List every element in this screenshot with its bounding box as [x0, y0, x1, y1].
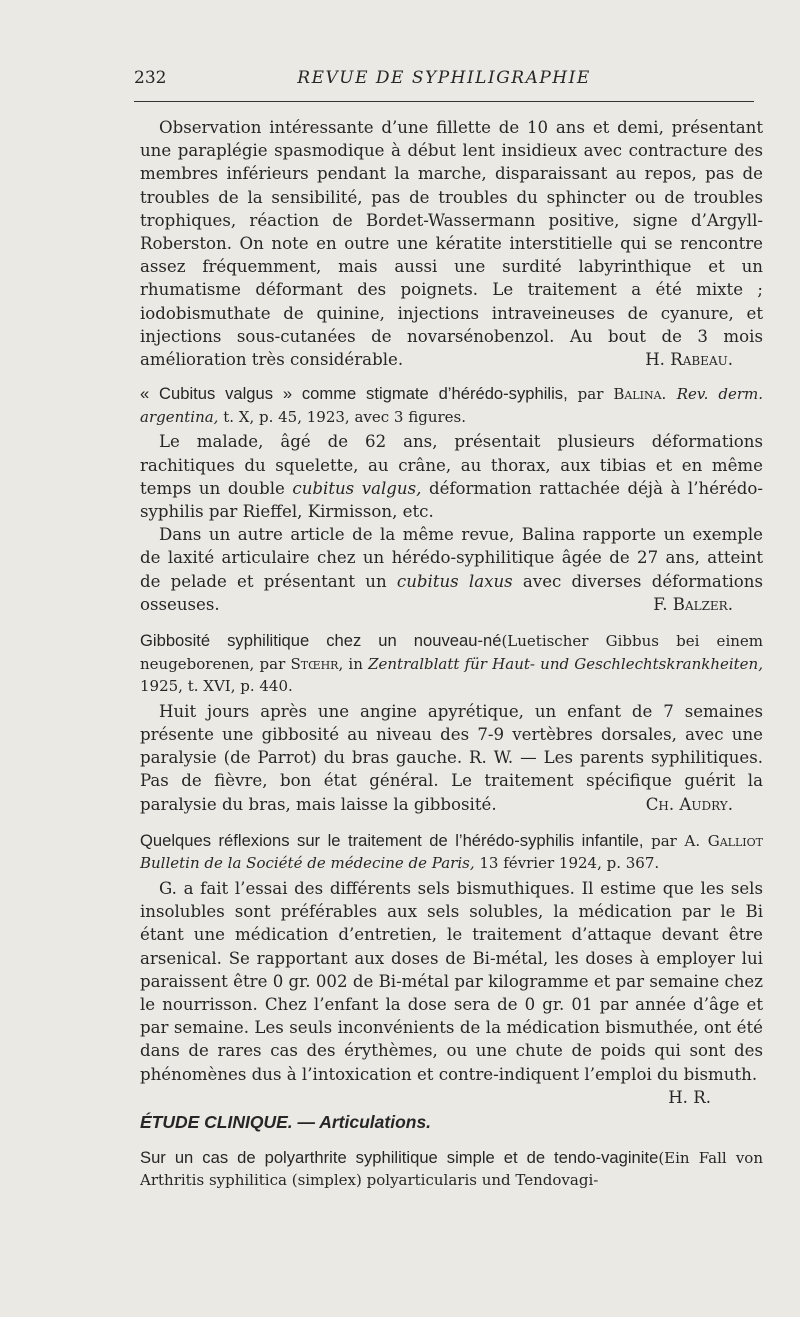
- entry-journal: Zentralblatt für Haut- und Geschlechtskrankheiten,: [368, 654, 763, 673]
- entry-reference: 1925, t. XVI, p. 440.: [140, 677, 293, 696]
- entry-by: par: [643, 831, 685, 850]
- entry-title: Quelques réflexions sur le traitement de l’hérédo-syphilis infantile,: [140, 830, 644, 850]
- page-header: [134, 68, 754, 92]
- abstract-entry: [140, 830, 763, 1107]
- entry-author: A. Galliot: [684, 831, 763, 850]
- entry-journal: Rev. derm. argentina,: [140, 385, 763, 426]
- section-heading: ÉTUDE CLINIQUE. — Articulations.: [140, 1111, 432, 1132]
- entry-by: par: [254, 654, 291, 673]
- entry-title: « Cubitus valgus » comme stigmate d’hérédo-syphilis,: [140, 384, 568, 404]
- running-head: REVUE DE SYPHILIGRAPHIE: [297, 68, 591, 88]
- paragraph-text: Huit jours après une angine apyrétique, un enfant de 7 semaines présente une gibbosité au niveau des 7-9 vertèbres dorsales, avec une paralysie (de Parrot) du bras gauche. R. W. — Les parents syphilitiques. Pas de fièvre, bon état général. Le traitement spécifique guérit la paralysie du bras, mais laisse la gibbosité.: [140, 701, 763, 814]
- paragraph: [140, 877, 763, 1107]
- entry-heading: [140, 383, 763, 428]
- entry-author: Balina.: [613, 385, 667, 404]
- entry-original-title: (Luetischer Gibbus bei einem neugeborenen,: [140, 632, 763, 673]
- entry-title: Gibbosité syphilitique chez un nouveau-né: [140, 631, 502, 651]
- signature: H. R.: [668, 1087, 711, 1107]
- entry-title: Sur un cas de polyarthrite syphilitique simple et de tendo-vaginite: [140, 1147, 659, 1167]
- paragraph-italic: cubitus laxus: [396, 571, 513, 591]
- signature: H. Rabeau.: [645, 350, 733, 370]
- paragraph-text: déformation rattachée déjà à l’hérédo-syphilis par Rieffel, Kirmisson, etc.: [140, 478, 763, 522]
- entry-journal: Bulletin de la Société de médecine de Paris,: [140, 854, 475, 873]
- paragraph-text: Le malade, âgé de 62 ans, présentait plusieurs déformations rachitiques du squelette, au crâne, au thorax, aux tibias et en même temps un double: [140, 432, 763, 498]
- paragraph: [140, 700, 763, 816]
- entry-by: par: [567, 385, 614, 404]
- paragraph: [140, 116, 763, 371]
- entry-in: in: [343, 654, 369, 673]
- entry-heading: [140, 830, 763, 875]
- entry-reference: t. X, p. 45, 1923, avec 3 figures.: [218, 407, 467, 426]
- signature: Ch. Audry.: [645, 794, 733, 814]
- page-content: [140, 116, 763, 1192]
- entry-heading: [140, 1147, 763, 1192]
- paragraph-text: avec diverses déformations osseuses.: [140, 571, 763, 614]
- paragraph: [140, 523, 763, 616]
- header-rule: [134, 101, 754, 102]
- signature: F. Balzer.: [653, 594, 733, 614]
- paragraph-text: Dans un autre article de la même revue, Balina rapporte un exemple de laxité articulaire chez un hérédo-syphilitique âgée de 27 ans, atteint de pelade et présentant un: [140, 525, 763, 591]
- entry-reference: 13 février 1924, p. 367.: [474, 854, 660, 873]
- abstract-entry: [140, 383, 763, 616]
- paragraph-text: Observation intéressante d’une fillette de 10 ans et demi, présentant une paraplégie spasmodique à début lent insidieux avec contracture des membres inférieurs pendant la marche, disparaissant au repos, pas de troubles de la sensibilité, pas de troubles du sphincter ou de troubles trophiques, réaction de Bordet-Wassermann positive, signe d’Argyll-Roberston. On note en outre une kératite interstitielle qui se rencontre assez fréquemment, mais aussi une surdité labyrinthique et un rhumatisme déformant des poignets. Le traitement a été mixte ; iodobismuthate de quinine, injections intraveineuses de cyanure, et injections sous-cutanées de novarsénobenzol. Au bout de 3 mois amélioration très considérable.: [140, 118, 763, 370]
- paragraph: [140, 430, 763, 523]
- paragraph-text: G. a fait l’essai des différents sels bismuthiques. Il estime que les sels insolubles sont préférables aux sels solubles, la médication par le Bi étant une médication d’entretien, le traitement d’attaque devant être arsenical. Se rapportant aux doses de Bi-métal, les doses à employer lui paraissent être 0 gr. 002 de Bi-métal par kilogramme et par semaine chez le nourrisson. Chez l’enfant la dose sera de 0 gr. 01 par année d’âge et par semaine. Les seuls inconvénients de la médication bismuthée, ont été dans de rares cas des érythèmes, ou une chute de poids qui sont des phénomènes dus à l’intoxication et contre-indiquent l’emploi du bismuth.: [140, 879, 763, 1084]
- paragraph-italic: cubitus valgus,: [292, 478, 422, 498]
- page-number: 232: [134, 68, 167, 88]
- entry-author: Stœhr,: [290, 654, 344, 673]
- entry-original-title: (Ein Fall von Arthritis syphilitica (simplex) polyarticularis und Tendovagi-: [140, 1148, 763, 1190]
- abstract-entry: [140, 1147, 763, 1192]
- entry-heading: [140, 630, 763, 698]
- abstract-entry: [140, 630, 763, 816]
